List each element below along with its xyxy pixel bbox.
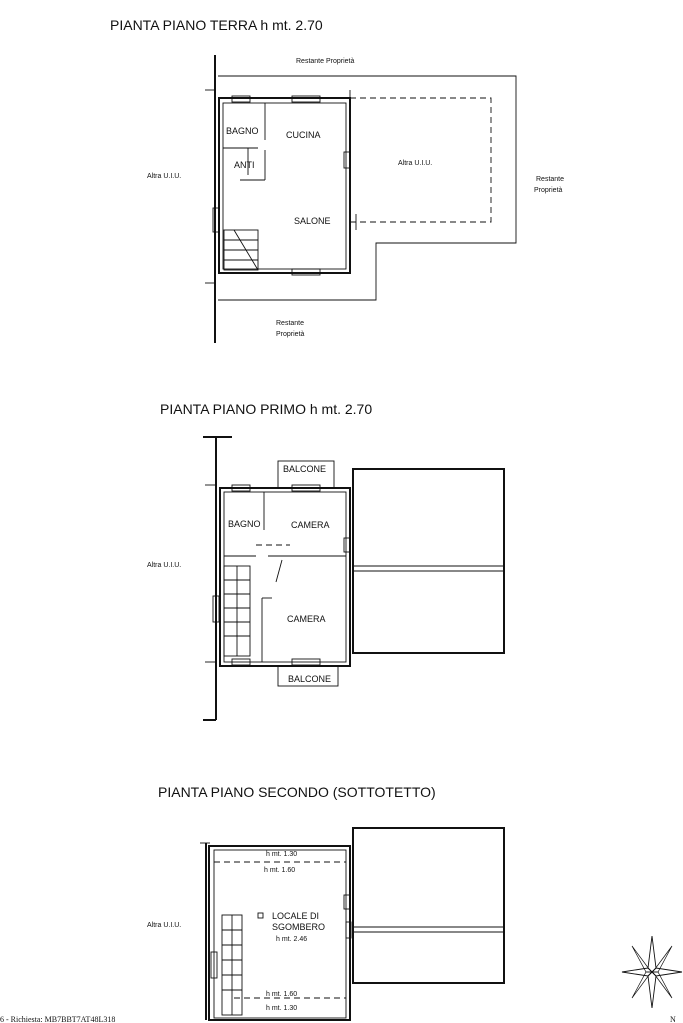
second-floor-plan xyxy=(147,784,504,1020)
locale-label-2: SGOMBERO xyxy=(272,922,326,932)
height-label-top-2: h mt. 1.60 xyxy=(264,867,296,874)
right-property-label-1: Restante xyxy=(536,176,565,183)
second-left-uiu-label: Altra U.I.U. xyxy=(147,922,182,929)
locale-label-3: h mt. 2.46 xyxy=(276,936,308,943)
height-label-bottom-2: h mt. 1.30 xyxy=(266,1005,298,1012)
room-balcone-bottom: BALCONE xyxy=(288,674,332,684)
room-camera-top: CAMERA xyxy=(291,520,330,530)
room-salone: SALONE xyxy=(294,216,331,226)
stair-first xyxy=(224,566,250,656)
right-property-label-2: Proprietà xyxy=(534,187,563,194)
compass-north-label: N xyxy=(670,1015,676,1023)
room-camera-bottom: CAMERA xyxy=(287,614,326,624)
second-floor-title: PIANTA PIANO SECONDO (SOTTOTETTO) xyxy=(158,784,436,800)
first-left-uiu-label: Altra U.I.U. xyxy=(147,562,182,569)
bottom-property-label-2: Proprietà xyxy=(276,331,305,338)
ground-floor-title: PIANTA PIANO TERRA h mt. 2.70 xyxy=(110,17,323,33)
roof-block-second xyxy=(353,828,504,983)
room-bagno-ground: BAGNO xyxy=(226,126,259,136)
ground-floor-plan xyxy=(110,17,564,343)
room-balcone-top: BALCONE xyxy=(283,464,327,474)
roof-block-first xyxy=(353,469,504,653)
room-bagno-first: BAGNO xyxy=(228,519,261,529)
room-anti: ANTI xyxy=(234,160,255,170)
first-floor-house xyxy=(220,488,350,666)
height-label-top-1: h mt. 1.30 xyxy=(266,851,298,858)
stair-second xyxy=(222,915,242,1015)
room-cucina: CUCINA xyxy=(286,130,321,140)
footer-request-text: 6 - Richiesta: MB7BBT7AT48L318 xyxy=(0,1015,116,1023)
first-floor-plan xyxy=(147,401,504,720)
height-label-bottom-1: h mt. 1.60 xyxy=(266,991,298,998)
house-outline xyxy=(219,98,350,273)
locale-label-1: LOCALE DI xyxy=(272,911,320,921)
stair-ground xyxy=(224,230,258,270)
ground-left-uiu-label: Altra U.I.U. xyxy=(147,173,182,180)
first-floor-title: PIANTA PIANO PRIMO h mt. 2.70 xyxy=(160,401,373,417)
property-boundary xyxy=(218,76,516,300)
compass-rose-icon xyxy=(622,936,682,1008)
ground-inner-uiu-label: Altra U.I.U. xyxy=(398,160,433,167)
top-property-label: Restante Proprietà xyxy=(296,58,355,65)
bottom-property-label-1: Restante xyxy=(276,320,305,327)
